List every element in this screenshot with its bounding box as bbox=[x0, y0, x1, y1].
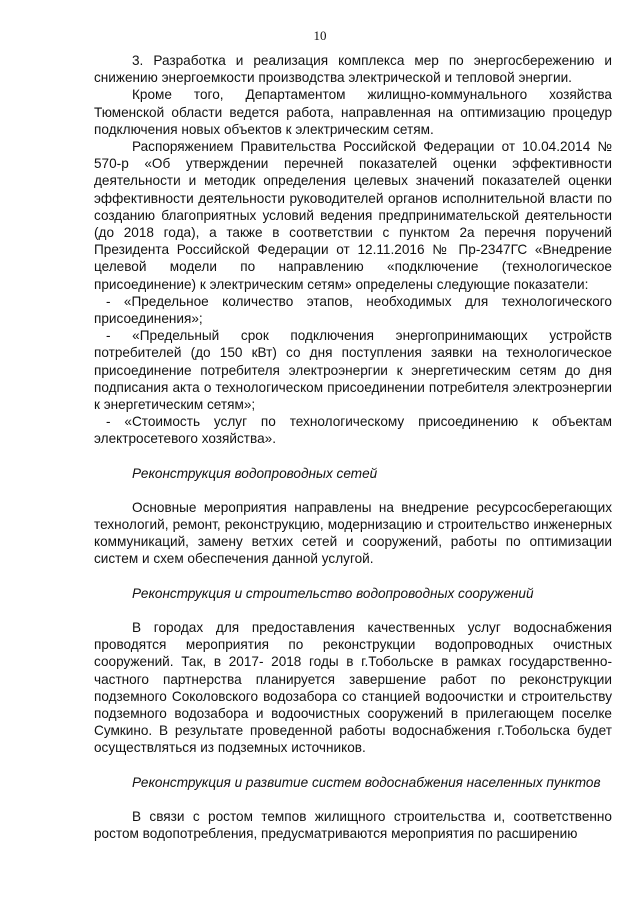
page-number: 10 bbox=[313, 28, 327, 43]
spacer bbox=[94, 602, 612, 619]
paragraph-government-order: Распоряжением Правительства Российской Федерации от 10.04.2014 № 570-р «Об утверждении перечней показателей оценки эффективности деятельности и методик определения целевых значений показателей оценки эффективности деятельности руководителей органов исполнительной власти по созданию благоприятных условий ведения предпринимательской деятельности (до 2018 года), а также в соответствии с пунктом 2а перечня поручений Президента Российской Федерации от 12.11.2016 № Пр-2347ГС «Внедрение целевой модели по направлению «подключение (технологическое присоединение) к электрическим сетям» определены следующие показатели: bbox=[94, 139, 612, 292]
section-heading-settlements: Реконструкция и развитие систем водоснабжения населенных пунктов bbox=[132, 774, 601, 790]
section-heading-water-networks: Реконструкция водопроводных сетей bbox=[132, 465, 378, 481]
paragraph-department: Кроме того, Департаментом жилищно-коммунального хозяйства Тюменской области ведется работа, направленная на оптимизацию процедур подключения новых объектов к электрическим сетям. bbox=[94, 87, 612, 137]
spacer bbox=[94, 448, 612, 465]
paragraph-housing-growth: В связи с ростом темпов жилищного строительства и, соответственно ростом водопотребления, предусматриваются мероприятия по расширению bbox=[94, 808, 612, 841]
spacer bbox=[94, 757, 612, 774]
list-item-deadline: - «Предельный срок подключения энергопринимающих устройств потребителей (до 150 кВт) со дня поступления заявки на технологическое присоединение потребителя электроэнергии к энергетическим сетям до дня подписания акта о технологическом присоединении потребителя электроэнергии к энергетическим сетям»; bbox=[94, 328, 612, 413]
paragraph-energy-saving: 3. Разработка и реализация комплекса мер по энергосбережению и снижению энергоемкости производства электрической и тепловой энергии. bbox=[94, 53, 612, 86]
list-item-stages: - «Предельное количество этапов, необходимых для технологического присоединения»; bbox=[94, 293, 612, 327]
spacer bbox=[94, 791, 612, 808]
list-item-cost: - «Стоимость услуг по технологическому присоединению к объектам электросетевого хозяйства». bbox=[94, 414, 612, 447]
paragraph-tobolsk: В городах для предоставления качественных услуг водоснабжения проводятся мероприятия по реконструкции водопроводных очистных сооружений. Так, в 2017- 2018 годы в г.Тобольске в рамках государственно-частного партнерства планируется завершение работ по реконструкции подземного Соколовского водозабора со станцией водоочистки и строительству подземного водозабора и водоочистных сооружений в прилегающем поселке Сумкино. В результате проведенной работы водоснабжения г.Тобольска будет осуществляться из подземных источников. bbox=[94, 619, 612, 756]
section-heading-water-facilities: Реконструкция и строительство водопроводных сооружений bbox=[132, 585, 534, 601]
paragraph-main-measures: Основные мероприятия направлены на внедрение ресурсосберегающих технологий, ремонт, реконструкцию, модернизацию и строительство инженерных коммуникаций, замену ветхих сетей и сооружений, работы по оптимизации систем и схем обеспечения данной услугой. bbox=[94, 499, 612, 567]
spacer bbox=[94, 482, 612, 499]
spacer bbox=[94, 568, 612, 585]
page-body bbox=[94, 52, 612, 842]
